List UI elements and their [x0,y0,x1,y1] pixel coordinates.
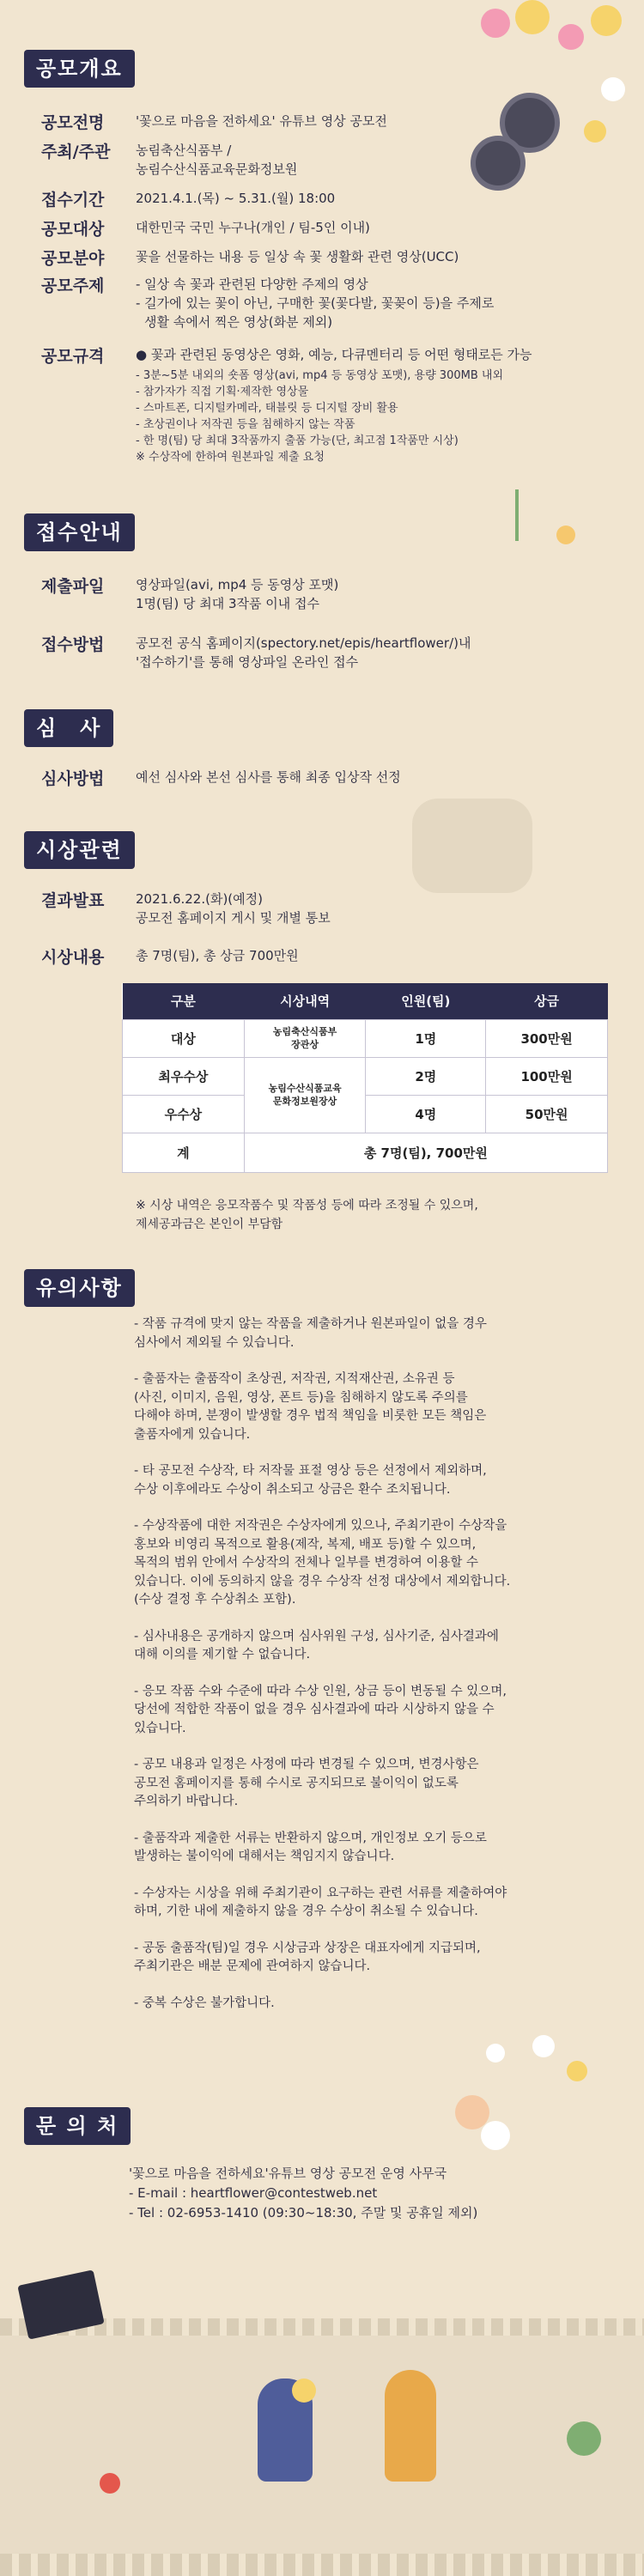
contact-info [129,2164,610,2223]
spec-line: - 초상권이나 저작권 등을 침해하지 않는 작품 [136,418,355,431]
caution-line: - 공모 내용과 일정은 사정에 따라 변경될 수 있으며, 변경사항은 [134,1758,479,1771]
label: 시상내용 [41,948,105,967]
caution-line: - 출품작과 제출한 서류는 반환하지 않으며, 개인정보 오기 등으로 [134,1831,487,1845]
label: 공모주제 [41,276,105,295]
caution-line: - 작품 규격에 맞지 않는 작품을 제출하거나 원본파일이 없을 경우 [134,1317,487,1331]
spec-line: - 참가자가 직접 기획·제작한 영상물 [136,386,309,398]
method-line: 공모전 공식 홈페이지(spectory.net/epis/heartflower/)내 [136,635,471,651]
section-title-awards: 시상관련 [24,831,135,869]
contact-line: '꽃으로 마음을 전하세요'유튜브 영상 공모전 운영 사무국 [129,2166,447,2181]
caution-line: - 출품자는 출품작이 초상권, 저작권, 지적재산권, 소유권 등 [134,1372,455,1386]
caution-line: 출품자에게 있습니다. [134,1427,251,1442]
caution-line: - 응모 작품 수와 수준에 따라 수상 인원, 상금 등이 변동될 수 있으며, [134,1684,507,1698]
table-row [123,1057,608,1095]
label: 공모대상 [41,220,105,239]
spec-line: - 한 명(팀) 당 최대 3작품까지 출품 가능(단, 최고점 1작품만 시상) [136,434,459,447]
caution-line: 공모전 홈페이지를 통해 수시로 공지되므로 불이익이 없도록 [134,1776,459,1790]
bottom-illustration [0,2336,644,2554]
note-line: ※ 시상 내역은 응모작품수 및 작품성 등에 따라 조정될 수 있으며, [136,1199,478,1212]
value: '꽃으로 마음을 전하세요' 유튜브 영상 공모전 [136,113,387,129]
table-header: 시상내역 [244,983,366,1019]
caution-line: - 타 공모전 수상작, 타 저작물 표절 영상 등은 선정에서 제외하며, [134,1464,487,1478]
caution-item [134,1315,615,1352]
file-line: 영상파일(avi, mp4 등 동영상 포맷) [136,577,339,592]
caution-line: 당선에 적합한 작품이 없을 경우 심사결과에 따라 시상하지 않을 수 [134,1703,495,1716]
value [136,634,617,671]
table-row [123,1019,608,1057]
flower-decoration [515,0,550,34]
count-cell: 4명 [366,1095,486,1133]
value: 대한민국 국민 누구나(개인 / 팀-5인 이내) [136,220,370,235]
prize-cell: 300만원 [486,1019,608,1057]
label: 공모규격 [41,347,105,366]
count-cell: 1명 [366,1019,486,1057]
caution-item [134,1683,615,1739]
label: 공모전명 [41,113,105,132]
host-line: 농림축산식품부 / [136,143,232,158]
caution-line: 하며, 기한 내에 제출하지 않을 경우 수상이 취소될 수 있습니다. [134,1905,478,1918]
prize-cell: 50만원 [486,1095,608,1133]
label: 주최/주관 [41,143,111,161]
table-row [123,1095,608,1133]
caution-line: - 공동 출품작(팀)일 경우 시상금과 상장은 대표자에게 지급되며, [134,1941,481,1955]
caution-item [134,1628,615,1665]
flower-decoration [486,2044,505,2063]
section-title-judging: 심 사 [24,709,113,747]
spec-line: - 스마트폰, 디지털카메라, 태블릿 등 디지털 장비 활용 [136,402,398,415]
theme-line: - 일상 속 꽃과 관련된 다양한 주제의 영상 [136,276,368,292]
caution-line: 있습니다. [134,1721,186,1735]
award-table [122,983,608,1173]
table-header: 구분 [123,983,245,1019]
count-cell: 2명 [366,1057,486,1095]
flower-decoration [481,9,510,38]
grade-cell: 우수상 [123,1095,245,1133]
caution-item [134,1885,615,1922]
value: ● 꽃과 관련된 동영상은 영화, 예능, 다큐멘터리 등 어떤 형태로든 가능 [136,347,532,362]
caution-line: 발생하는 불이익에 대해서는 책임지지 않습니다. [134,1850,395,1863]
person-illustration [385,2370,436,2482]
contact-tel: - Tel : 02-6953-1410 (09:30~18:30, 주말 및 공휴일 제외) [129,2205,478,2221]
value [136,890,617,927]
caution-line: - 수상작품에 대한 저작권은 수상자에게 있으나, 주최기관이 수상작을 [134,1519,507,1533]
award-cell [244,1019,366,1057]
caution-item [134,1830,615,1867]
theme-line: - 길가에 있는 꽃이 아닌, 구매한 꽃(꽃다발, 꽃꽂이 등)을 주제로 [136,295,495,311]
table-header: 상금 [486,983,608,1019]
award-line: 농림축산식품부 [272,1026,337,1037]
value: 총 7명(팀), 총 상금 700만원 [136,948,299,963]
total-label-cell: 계 [123,1133,245,1172]
prize-cell: 100만원 [486,1057,608,1095]
caution-line: 홍보와 비영리 목적으로 활용(제작, 복제, 배포 등)할 수 있으며, [134,1537,477,1552]
flower-decoration [591,5,622,36]
caution-line: 다해야 하며, 분쟁이 발생할 경우 법적 책임을 비롯한 모든 책임은 [134,1409,487,1423]
value [136,275,617,331]
label: 제출파일 [41,577,105,596]
result-line: 공모전 홈페이지 게시 및 개별 통보 [136,910,331,926]
caution-item [134,1940,615,1977]
caution-item [134,1462,615,1499]
flower-decoration [567,2421,601,2456]
spec-line: - 3분~5분 내외의 숏폼 영상(avi, mp4 등 동영상 포맷), 용량 300MB 내외 [136,369,503,382]
section-title-reception: 접수안내 [24,513,135,551]
flower-decoration [292,2379,316,2403]
flower-decoration [556,526,575,544]
value: 꽃을 선물하는 내용 등 일상 속 꽃 생활화 관련 영상(UCC) [136,249,459,264]
award-note [136,1197,617,1234]
section-title-cautions: 유의사항 [24,1269,135,1307]
result-line: 2021.6.22.(화)(예정) [136,891,263,907]
value: 2021.4.1.(목) ~ 5.31.(월) 18:00 [136,191,336,206]
caution-item [134,1517,615,1610]
total-cell: 총 7명(팀), 700만원 [244,1133,607,1172]
grade-cell: 대상 [123,1019,245,1057]
spec-line: ※ 수상작에 한하여 원본파일 제출 요청 [136,451,325,464]
caution-line: 주최기관은 배분 문제에 관여하지 않습니다. [134,1959,371,1973]
caution-item [134,1370,615,1444]
grade-cell: 최우수상 [123,1057,245,1095]
table-header: 인원(팀) [366,983,486,1019]
flower-decoration [481,2121,510,2150]
film-strip-decoration [0,2554,644,2576]
flower-decoration [100,2473,120,2494]
method-line: '접수하기'를 통해 영상파일 온라인 접수 [136,654,359,670]
label: 접수방법 [41,635,105,654]
plant-icon [515,489,519,541]
caution-list [134,1315,615,2031]
flower-decoration [567,2061,587,2081]
host-line: 농림수산식품교육문화정보원 [136,161,298,177]
caution-line: 대해 이의를 제기할 수 없습니다. [134,1648,311,1662]
caution-line: - 심사내용은 공개하지 않으며 심사위원 구성, 심사기준, 심사결과에 [134,1629,499,1643]
camera-icon [412,799,532,893]
label: 결과발표 [41,891,105,910]
caution-line: 심사에서 제외될 수 있습니다. [134,1335,295,1350]
caution-item [134,1756,615,1812]
caution-item [134,1995,615,2014]
caution-line: (수상 결정 후 수상취소 포함). [134,1593,296,1607]
award-line: 농림수산식품교육 [268,1083,342,1094]
note-line: 제세공과금은 본인이 부담함 [136,1217,283,1231]
caution-line: 수상 이후에라도 수상이 취소되고 상금은 환수 조치됩니다. [134,1482,451,1497]
section-title-overview: 공모개요 [24,50,135,88]
table-header-row [123,983,608,1019]
caution-line: - 중복 수상은 불가합니다. [134,1996,275,2010]
theme-line: 생활 속에서 찍은 영상(화분 제외) [144,314,333,330]
value [136,575,617,613]
value [136,141,617,179]
caution-line: (사진, 이미지, 음원, 영상, 폰트 등)을 침해하지 않도록 주의를 [134,1390,468,1405]
award-line: 장관상 [291,1039,319,1050]
flower-decoration [601,77,625,101]
flower-decoration [558,24,584,50]
award-cell [244,1057,366,1133]
contact-email[interactable]: - E-mail : heartflower@contestweb.net [129,2185,378,2201]
caution-line: 주의하기 바랍니다. [134,1795,239,1808]
caution-line: 있습니다. 이에 동의하지 않을 경우 수상작 선정 대상에서 제외합니다. [134,1574,511,1589]
label: 공모분야 [41,249,105,268]
label: 심사방법 [41,769,105,788]
file-line: 1명(팀) 당 최대 3작품 이내 접수 [136,596,320,611]
table-total-row [123,1133,608,1172]
section-title-contact: 문 의 처 [24,2107,131,2145]
award-line: 문화정보원장상 [272,1096,337,1107]
flower-decoration [532,2035,555,2057]
value: 예선 심사와 본선 심사를 통해 최종 입상작 선정 [136,769,401,785]
caution-line: 목적의 범위 안에서 수상작의 전체나 일부를 변경하여 이용할 수 [134,1556,479,1570]
spec-sub-list [136,368,503,465]
caution-line: - 수상자는 시상을 위해 주최기관이 요구하는 관련 서류를 제출하여야 [134,1886,507,1900]
label: 접수기간 [41,191,105,210]
